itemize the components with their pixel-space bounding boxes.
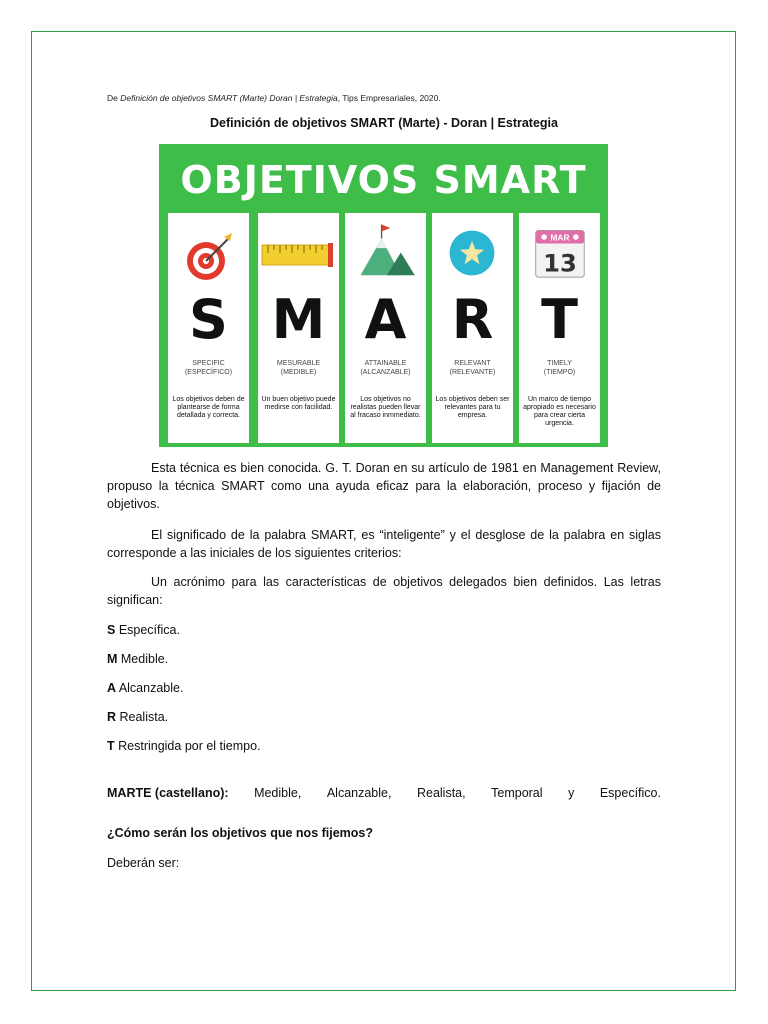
card-timely <box>519 213 600 443</box>
criterion-text: Restringida por el tiempo. <box>114 739 261 753</box>
card-description: Los objetivos deben ser relevantes para tu empresa. <box>435 396 510 419</box>
paragraph-significado: El significado de la palabra SMART, es “inteligente” y el desglose de la palabra en siglas corresponde a las iniciales de los siguientes criterios: <box>107 528 661 560</box>
marte-word: Realista, <box>416 786 466 800</box>
calendar-month: MAR <box>550 232 570 243</box>
card-subtitle-es: (ALCANZABLE) <box>360 368 411 376</box>
criterion-letter: M <box>107 652 118 666</box>
criterion-letter: S <box>107 623 116 637</box>
calendar-icon <box>519 223 600 279</box>
card-subtitle <box>260 360 337 377</box>
mountain-flag-icon <box>345 221 426 277</box>
marte-word: Específico. <box>599 786 661 800</box>
card-subtitle <box>347 360 424 377</box>
card-subtitle-en: MESURABLE <box>276 360 321 367</box>
criterion-s <box>107 623 180 637</box>
criterion-t <box>107 739 261 753</box>
criterion-m <box>107 652 168 666</box>
card-letter-s: S <box>189 288 228 351</box>
card-letter-r: R <box>451 288 494 351</box>
marte-label: MARTE (castellano): <box>107 786 229 800</box>
marte-word: y <box>568 786 575 800</box>
criterion-text: Medible. <box>117 652 169 666</box>
criterion-r <box>107 710 168 724</box>
card-subtitle-en: TIMELY <box>547 360 572 367</box>
criterion-text: Realista. <box>116 710 169 724</box>
card-subtitle-en: RELEVANT <box>454 360 491 367</box>
card-subtitle <box>170 360 247 377</box>
criterion-a <box>107 681 183 695</box>
question-heading: ¿Cómo serán los objetivos que nos fijemos? <box>107 826 374 840</box>
card-description: Los objetivos deben de plantearse de forma detallada y correcta. <box>172 396 245 419</box>
card-subtitle-en: SPECIFIC <box>192 360 225 367</box>
marte-line <box>107 786 661 800</box>
card-measurable <box>258 213 339 443</box>
card-subtitle-es: (RELEVANTE) <box>449 368 496 376</box>
citation-source-title: Definición de objetivos SMART (Marte) Doran | Estrategia <box>120 93 338 103</box>
criterion-letter: T <box>107 739 115 753</box>
card-description: Un buen objetivo puede medirse con facilidad. <box>261 396 336 411</box>
card-letter-a: A <box>364 288 407 351</box>
card-specific <box>168 213 249 443</box>
smart-infographic <box>159 144 608 447</box>
card-subtitle-en: ATTAINABLE <box>364 360 407 367</box>
marte-word: Alcanzable, <box>326 786 392 800</box>
card-letter-t: T <box>541 288 578 351</box>
paragraph-doran: Esta técnica es bien conocida. G. T. Doran en su artículo de 1981 en Management Review, propuso la técnica SMART como una ayuda eficaz para la elaboración, proceso y fijación de objetivos. <box>107 461 661 511</box>
card-subtitle-es: (MEDIBLE) <box>280 368 317 376</box>
citation <box>107 93 441 103</box>
card-subtitle <box>521 360 598 377</box>
target-icon <box>168 229 249 285</box>
card-description: Los objetivos no realistas pueden llevar al fracaso inmmediato. <box>350 396 421 419</box>
closing-text: Deberán ser: <box>107 856 180 870</box>
citation-suffix: , Tips Empresariales, 2020. <box>337 93 441 103</box>
infographic-title: OBJETIVOS SMART <box>180 158 587 202</box>
card-subtitle-es: (ESPECÍFICO) <box>184 368 233 376</box>
card-relevant <box>432 213 513 443</box>
paragraph-acronimo: Un acrónimo para las características de objetivos delegados bien definidos. Las letras significan: <box>107 575 661 607</box>
citation-prefix: De <box>107 93 121 103</box>
card-subtitle-es: (TIEMPO) <box>543 368 576 376</box>
document-title: Definición de objetivos SMART (Marte) - Doran | Estrategia <box>210 116 558 130</box>
marte-word: Medible, <box>254 786 302 800</box>
criterion-text: Alcanzable. <box>116 681 184 695</box>
card-attainable <box>345 213 426 443</box>
card-subtitle <box>434 360 511 377</box>
criterion-letter: R <box>107 710 117 724</box>
card-description: Un marco de tiempo apropiado es necesario para crear cierta urgencia. <box>523 396 596 427</box>
criterion-letter: A <box>107 681 117 695</box>
criterion-text: Específica. <box>115 623 180 637</box>
star-badge-icon <box>432 225 513 281</box>
ruler-icon <box>258 229 339 285</box>
calendar-day: 13 <box>543 248 577 278</box>
card-letter-m: M <box>271 288 326 351</box>
marte-word: Temporal <box>491 786 543 800</box>
